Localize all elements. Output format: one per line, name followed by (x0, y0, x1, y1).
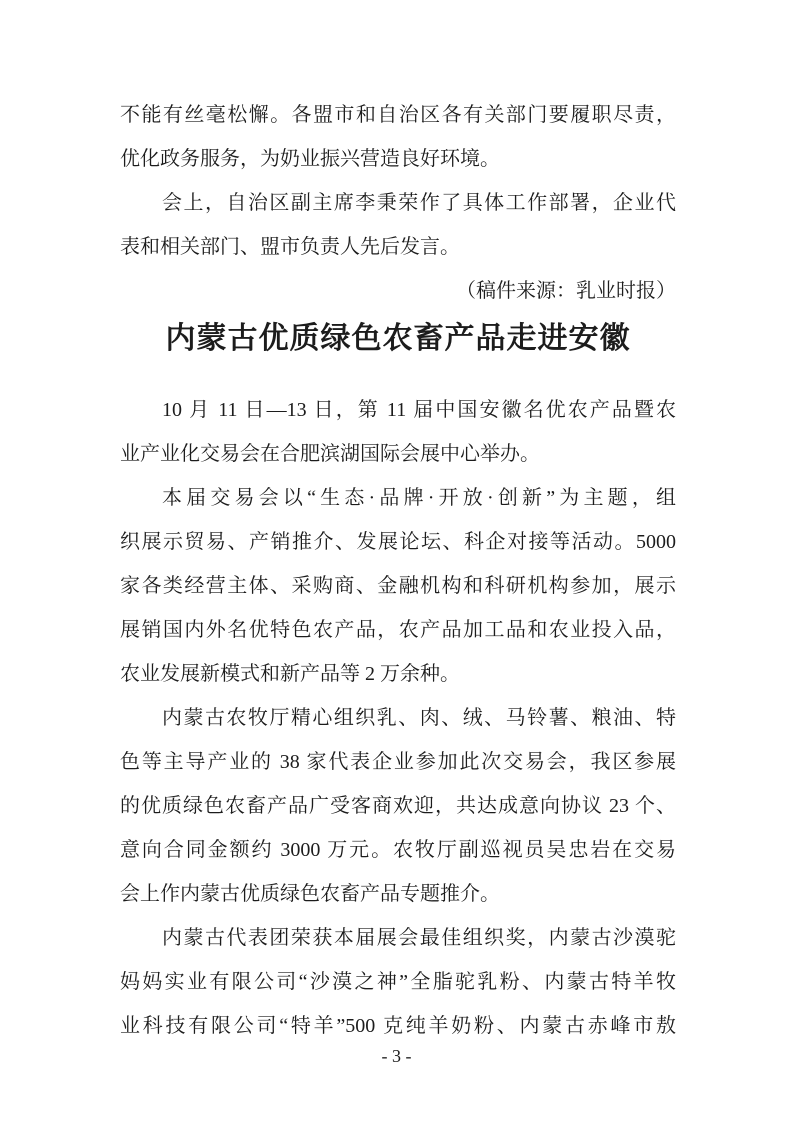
text-line: 农业发展新模式和新产品等 2 万余种。 (120, 663, 460, 685)
text-line: 表和相关部门、盟市负责人先后发言。 (120, 236, 460, 258)
article-title: 内蒙古优质绿色农畜产品走进安徽 (165, 322, 631, 355)
text-line: 10 月 11 日—13 日，第 11 届中国安徽名优农产品暨农 (162, 399, 676, 421)
text-line: 内蒙古农牧厅精心组织乳、肉、绒、马铃薯、粮油、特 (162, 707, 676, 729)
page-number: - 3 - (381, 1046, 412, 1066)
paragraph (120, 476, 676, 696)
paragraph (120, 916, 676, 1048)
text-line: 本届交易会以“生态·品牌·开放·创新”为主题，组 (162, 487, 676, 509)
text-line: 家各类经营主体、采购商、金融机构和科研机构参加，展示 (120, 575, 676, 597)
text-line: 意向合同金额约 3000 万元。农牧厅副巡视员吴忠岩在交易 (120, 839, 676, 861)
document-content (120, 93, 676, 1048)
text-line: 会上，自治区副主席李秉荣作了具体工作部署，企业代 (162, 192, 676, 214)
paragraph (120, 181, 676, 269)
text-line: 业产业化交易会在合肥滨湖国际会展中心举办。 (120, 443, 540, 465)
text-line: 内蒙古代表团荣获本届展会最佳组织奖，内蒙古沙漠驼 (162, 927, 676, 949)
text-line: 妈妈实业有限公司“沙漠之神”全脂驼乳粉、内蒙古特羊牧 (120, 971, 676, 993)
text-line: 织展示贸易、产销推介、发展论坛、科企对接等活动。5000 (120, 531, 676, 553)
paragraph (120, 696, 676, 916)
source-attribution: （稿件来源：乳业时报） (456, 280, 676, 302)
text-line: 优化政务服务，为奶业振兴营造良好环境。 (120, 148, 500, 170)
text-line: 不能有丝毫松懈。各盟市和自治区各有关部门要履职尽责， (120, 104, 676, 126)
text-line: 色等主导产业的 38 家代表企业参加此次交易会，我区参展 (120, 751, 676, 773)
text-line: 的优质绿色农畜产品广受客商欢迎，共达成意向协议 23 个、 (120, 795, 676, 817)
text-line: 业科技有限公司“特羊”500 克纯羊奶粉、内蒙古赤峰市敖 (120, 1015, 676, 1037)
text-line: 展销国内外名优特色农产品，农产品加工品和农业投入品， (120, 619, 676, 641)
paragraph (120, 388, 676, 476)
paragraph (120, 93, 676, 181)
text-line: 会上作内蒙古优质绿色农畜产品专题推介。 (120, 883, 500, 905)
